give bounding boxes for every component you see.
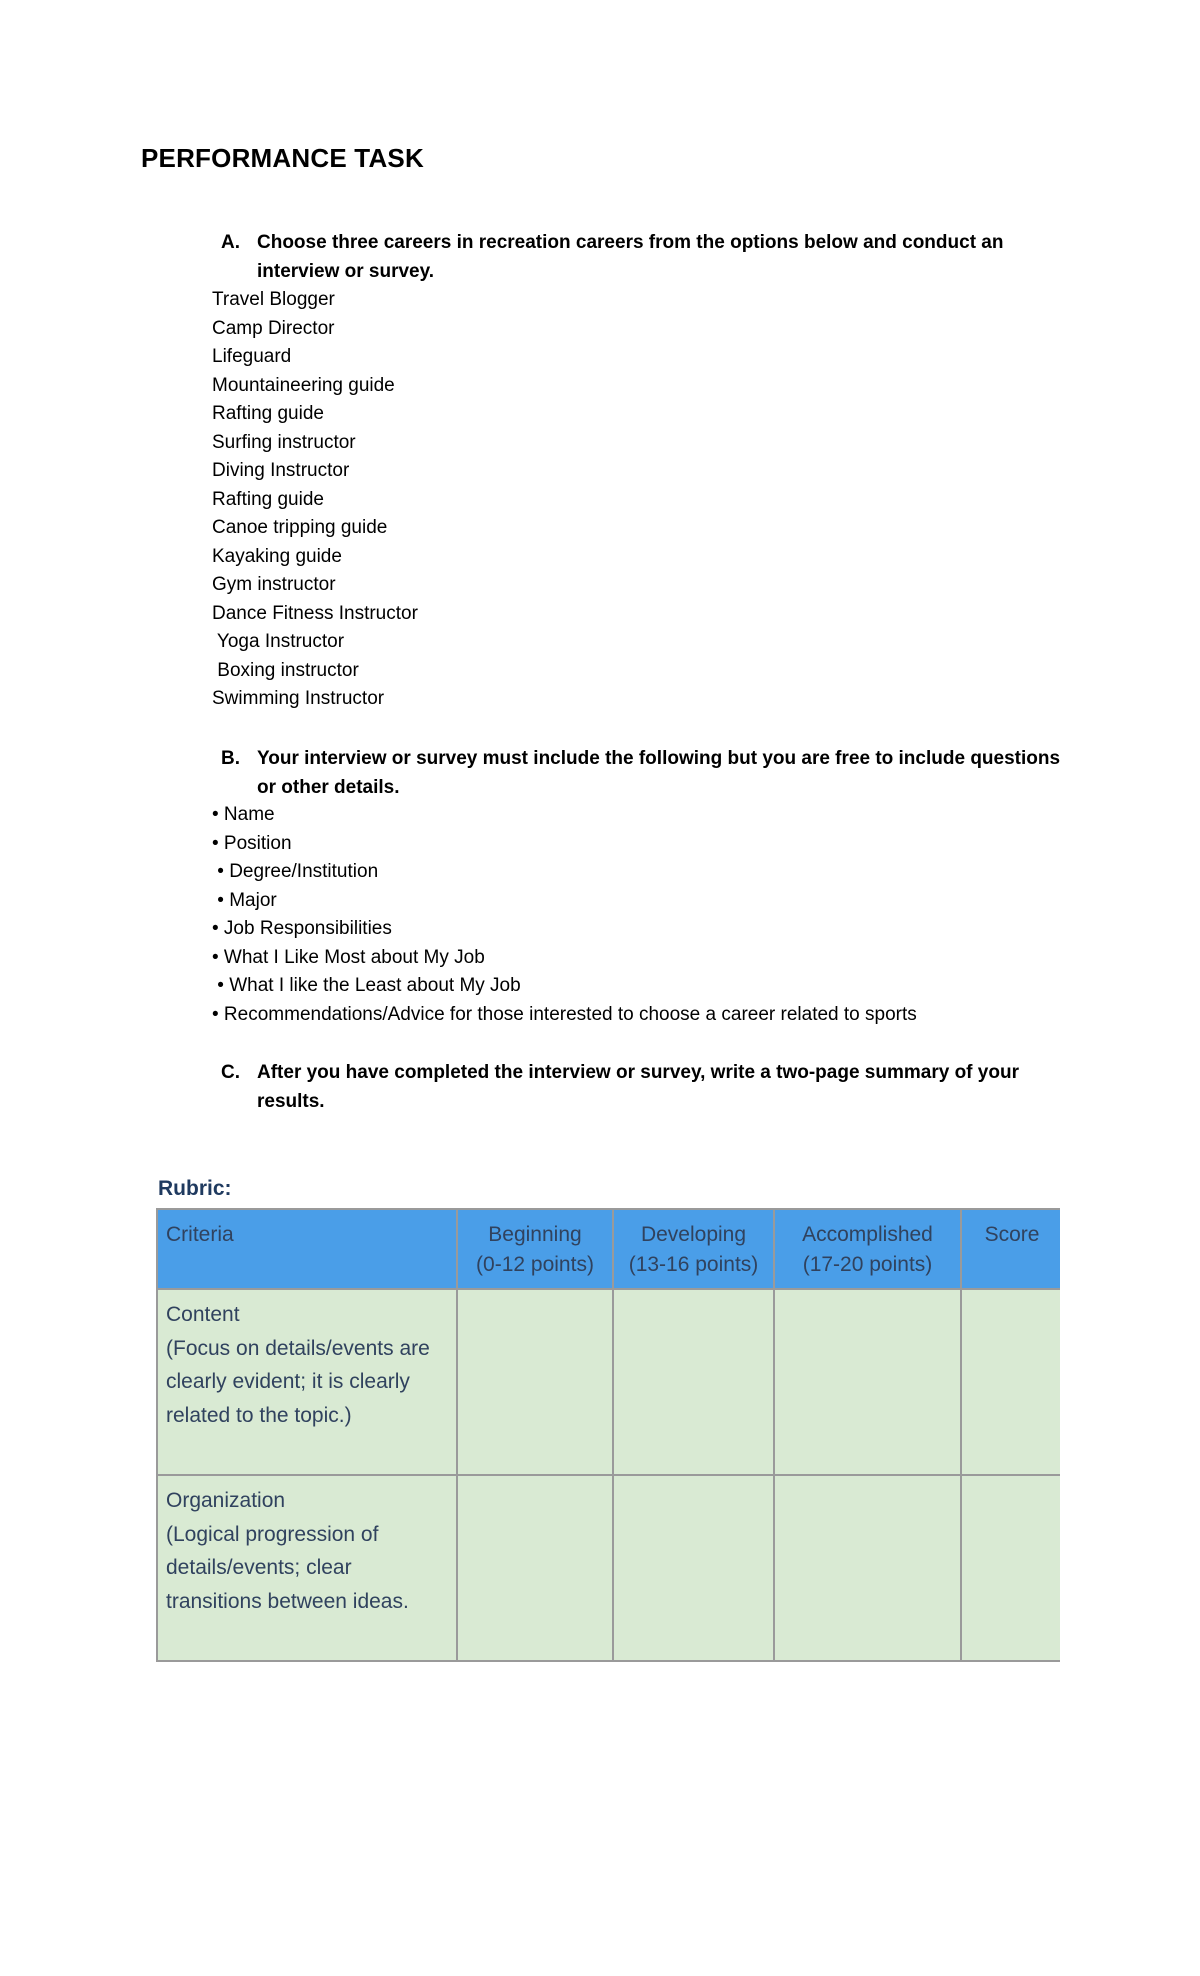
career-item: Dance Fitness Instructor <box>212 602 418 624</box>
career-item: Yoga Instructor <box>212 631 345 652</box>
section-b-letter: B. <box>221 748 240 769</box>
rubric-header-beginning: Beginning (0-12 points) <box>457 1209 613 1289</box>
requirement-item: • Recommendations/Advice for those interested to choose a career related to sports <box>212 1003 917 1025</box>
rubric-header-accomplished: Accomplished (17-20 points) <box>774 1209 961 1289</box>
rubric-cell-accomplished[interactable] <box>774 1475 961 1661</box>
requirement-item: • What I like the Least about My Job <box>212 975 521 996</box>
career-item: Surfing instructor <box>212 431 356 453</box>
career-item: Lifeguard <box>212 346 292 367</box>
rubric-cell-beginning[interactable] <box>457 1475 613 1661</box>
rubric-cell-score[interactable] <box>961 1475 1063 1661</box>
career-item: Kayaking guide <box>212 545 342 567</box>
career-item: Rafting guide <box>212 403 324 424</box>
rubric-cell-beginning[interactable] <box>457 1289 613 1475</box>
career-item: Camp Director <box>212 317 335 339</box>
career-item: Canoe tripping guide <box>212 517 388 538</box>
rubric-row-content <box>157 1289 1063 1475</box>
section-b-text: Your interview or survey must include the following but you are free to include questions or other details. <box>257 748 1061 798</box>
requirement-item: • Name <box>212 804 275 825</box>
section-c-heading <box>221 1058 1071 1116</box>
requirement-item: • Job Responsibilities <box>212 918 392 939</box>
rubric-label: Rubric: <box>158 1177 232 1200</box>
requirement-item: • Position <box>212 832 292 854</box>
career-item: Gym instructor <box>212 574 336 595</box>
requirement-item: • Major <box>212 889 277 911</box>
career-item: Rafting guide <box>212 488 324 510</box>
career-item: Travel Blogger <box>212 289 335 310</box>
rubric-cell-developing[interactable] <box>613 1475 774 1661</box>
requirements-list <box>212 801 917 1029</box>
career-item: Boxing instructor <box>212 659 359 681</box>
rubric-row-organization <box>157 1475 1063 1661</box>
career-item: Diving Instructor <box>212 460 350 481</box>
requirement-item: • What I Like Most about My Job <box>212 946 485 968</box>
section-c-text: After you have completed the interview or survey, write a two-page summary of your results. <box>257 1062 1019 1112</box>
section-a-letter: A. <box>221 232 240 253</box>
rubric-header-score: Score <box>961 1209 1063 1289</box>
rubric-criteria-organization: Organization (Logical progression of details/events; clear transitions between ideas. <box>157 1475 457 1661</box>
rubric-cell-developing[interactable] <box>613 1289 774 1475</box>
table-clip-edge <box>1060 1206 1064 1666</box>
rubric-table <box>156 1208 1064 1662</box>
section-a-heading <box>221 228 1071 286</box>
rubric-criteria-content: Content (Focus on details/events are clearly evident; it is clearly related to the topic.) <box>157 1289 457 1475</box>
section-c-letter: C. <box>221 1062 240 1083</box>
rubric-cell-score[interactable] <box>961 1289 1063 1475</box>
page-title: PERFORMANCE TASK <box>141 143 424 173</box>
rubric-header-criteria: Criteria <box>157 1209 457 1289</box>
rubric-header-row <box>157 1209 1063 1289</box>
requirement-item: • Degree/Institution <box>212 861 379 882</box>
career-item: Swimming Instructor <box>212 688 385 709</box>
career-item: Mountaineering guide <box>212 374 395 396</box>
rubric-cell-accomplished[interactable] <box>774 1289 961 1475</box>
section-a-text: Choose three careers in recreation careers from the options below and conduct an interview or survey. <box>257 232 1004 282</box>
section-b-heading <box>221 744 1071 802</box>
careers-list <box>212 286 418 714</box>
rubric-header-developing: Developing (13-16 points) <box>613 1209 774 1289</box>
